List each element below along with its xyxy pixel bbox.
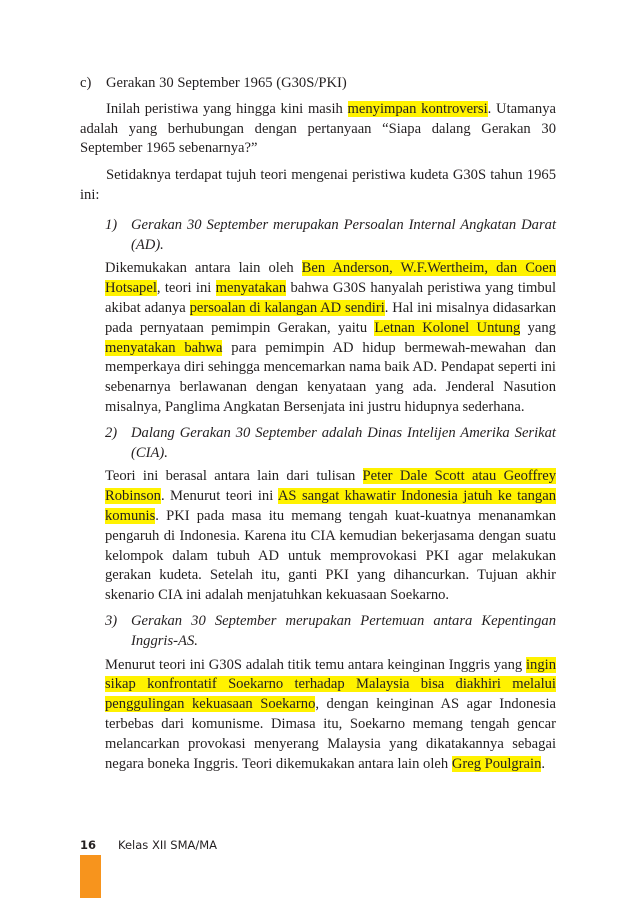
text-run: yang — [520, 319, 556, 336]
theory-item-1 — [80, 216, 556, 418]
text-run: . Utamanya adalah yang berhubungan dengan pertanyaan “Siapa dalang Gerakan 30 September 1965 sebenarnya?” — [80, 100, 557, 157]
theory-number: 1) — [105, 216, 118, 233]
text-run: Teori ini berasal antara lain dari tulisan — [105, 468, 363, 485]
highlighted-text: Letnan Kolonel Untung — [374, 319, 521, 336]
theory-body — [105, 656, 556, 775]
section-title: Gerakan 30 September 1965 (G30S/PKI) — [106, 75, 347, 91]
text-run: . Hal ini misalnya didasarkan pada pernyataan pemimpin Gerakan, yaitu — [105, 299, 556, 336]
text-run: , dengan keinginan AS agar Indonesia terbebas dari komunisme. Dimasa itu, Soekarno memang tengah gencar melancarkan provokasi menyerang Malaysia yang dikatakannya sebagai negara boneka Inggris. Teori dikemukakan antara lain oleh — [105, 696, 556, 772]
text-run: . — [541, 755, 546, 772]
highlighted-text: AS sangat khawatir Indonesia jatuh ke tangan komunis — [105, 488, 556, 524]
text-run: para pemimpin AD hidup bermewah-mewahan dan memperkaya diri sehingga mencemarkan nama baik AD. Pendapat seperti ini sebenarnya berlawanan dengan kenyataan yang ada. Jenderal Nasution misalnya, Panglima Angkatan Bersenjata ini justru hidupnya sederhana. — [105, 339, 556, 415]
accent-bar — [80, 855, 101, 898]
theory-body — [105, 467, 556, 606]
text-run: Menurut teori ini G30S adalah titik temu antara keinginan Inggris yang — [105, 656, 526, 673]
intro-paragraph-2: Setidaknya terdapat tujuh teori mengenai peristiwa kudeta G30S tahun 1965 ini: — [80, 167, 556, 203]
section-label: c) — [80, 75, 92, 91]
theory-heading — [105, 424, 556, 464]
theory-number: 3) — [105, 612, 118, 629]
intro-paragraph-1 — [80, 100, 556, 159]
section-heading — [80, 74, 556, 94]
theory-body — [105, 259, 556, 417]
highlighted-text: ingin sikap konfrontatif Soekarno terhadap Malaysia bisa diakhiri melalui penggulingan kekuasaan Soekarno — [105, 656, 556, 713]
highlighted-text: Peter Dale Scott atau Geoffrey Robinson — [105, 468, 556, 505]
page-number: 16 — [80, 838, 97, 852]
theory-title: Gerakan 30 September merupakan Pertemuan antara Kepentingan Inggris-AS. — [131, 612, 556, 649]
highlighted-text: persoalan di kalangan AD sendiri — [189, 299, 385, 316]
theory-heading — [105, 612, 556, 652]
theory-title: Gerakan 30 September merupakan Persoalan Internal Angkatan Darat (AD). — [131, 216, 556, 253]
theory-title: Dalang Gerakan 30 September adalah Dinas Intelijen Amerika Serikat (CIA). — [131, 424, 556, 461]
page-footer — [80, 838, 217, 852]
book-title: Kelas XII SMA/MA — [118, 838, 218, 852]
theory-item-3 — [80, 612, 556, 774]
text-run: . PKI pada masa itu memang tengah kuat-kuatnya menanamkan pengaruh di Indonesia. Karena itu CIA kemudian bekerjasama dengan suatu kelompok dalam tubuh AD untuk memprovokasi PKI agar melakukan gerakan kudeta. Setelah itu, ganti PKI yang dihancurkan. Tujuan akhir skenario CIA ini adalah menjatuhkan kekuasaan Soekarno. — [105, 507, 556, 604]
theory-number: 2) — [105, 424, 118, 441]
text-run: , teori ini — [156, 280, 216, 297]
highlighted-text: menyimpan kontroversi — [347, 100, 488, 117]
text-run: Dikemukakan antara lain oleh — [105, 260, 302, 277]
highlighted-text: menyatakan bahwa — [105, 339, 223, 356]
page-content — [80, 74, 556, 774]
highlighted-text: Ben Anderson, W.F.Wertheim, dan Coen Hotsapel — [105, 260, 556, 297]
text-run: . Menurut teori ini — [160, 488, 278, 505]
text-run: bahwa G30S hanyalah peristiwa yang timbul akibat adanya — [105, 280, 556, 316]
highlighted-text: menyatakan — [215, 280, 287, 297]
highlighted-text: Greg Poulgrain — [451, 755, 542, 772]
theory-heading — [105, 216, 556, 256]
theory-item-2 — [80, 424, 556, 606]
text-run: Inilah peristiwa yang hingga kini masih — [106, 100, 348, 117]
